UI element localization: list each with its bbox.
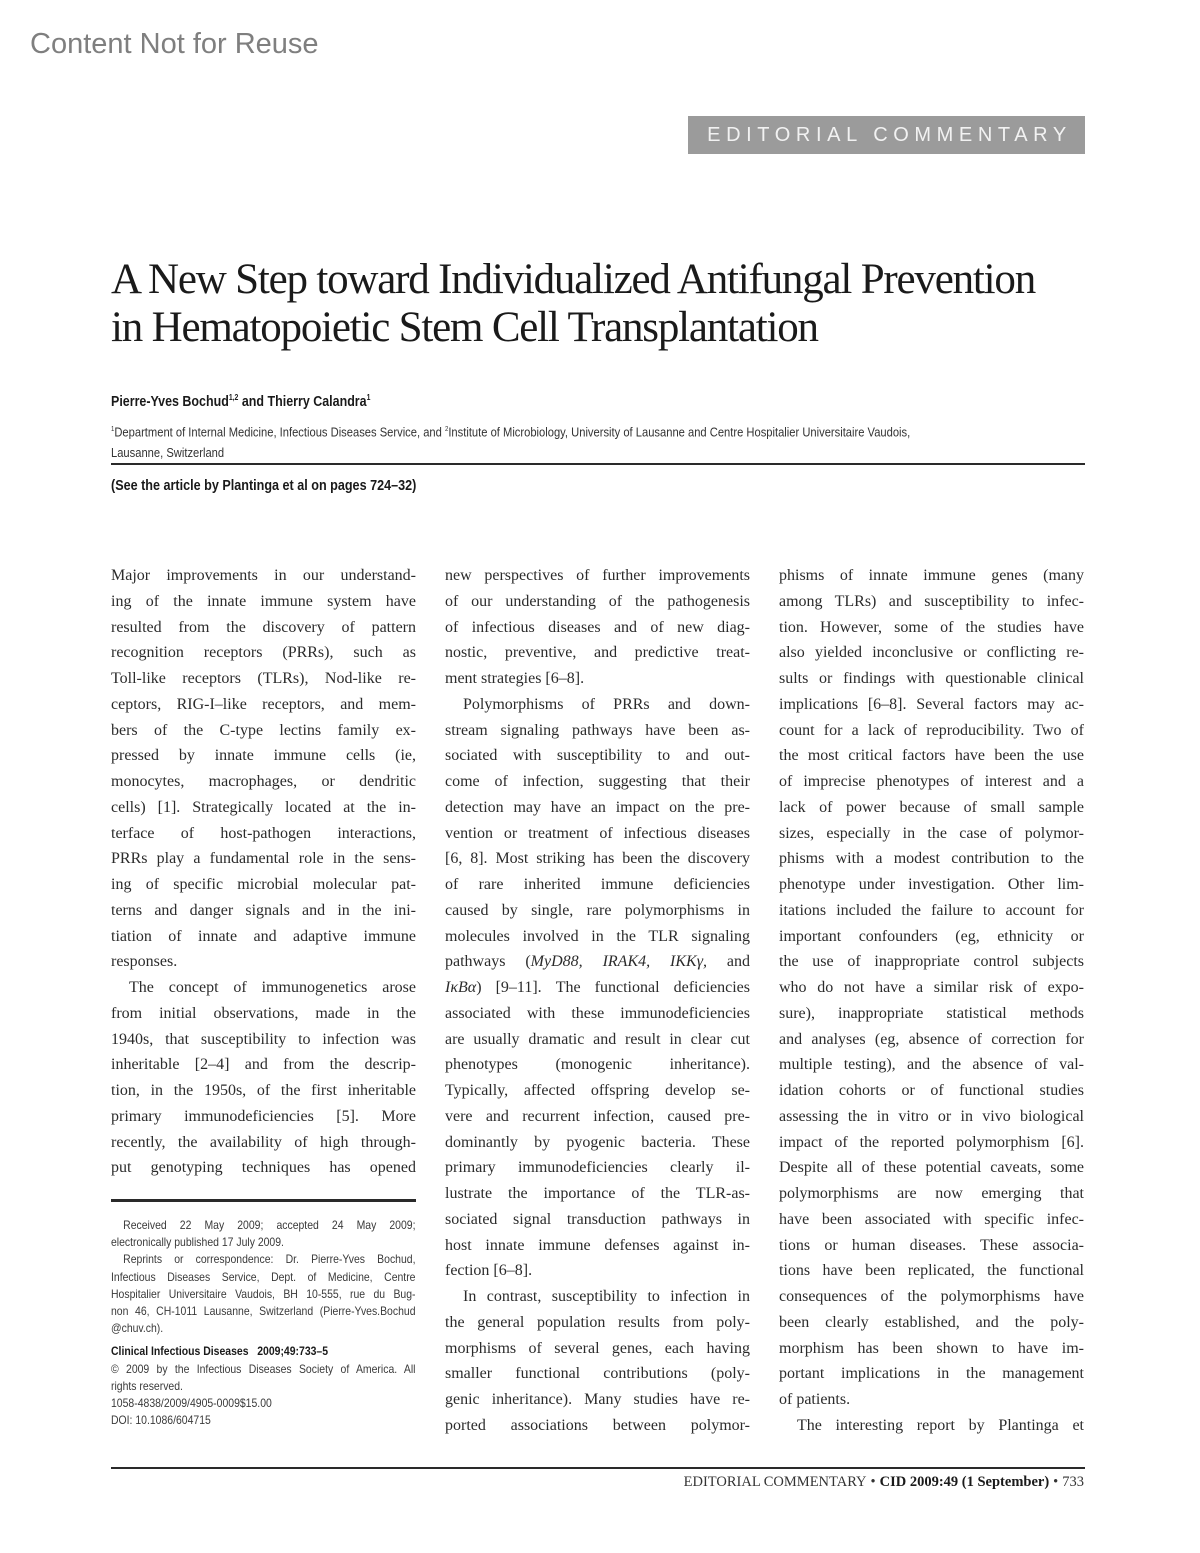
- text-line: stream signaling pathways have been as-: [445, 721, 750, 739]
- author-affiliation-sup: 1: [366, 393, 371, 402]
- footer-section: EDITORIAL COMMENTARY: [683, 1474, 867, 1490]
- text-line: idation cohorts or of functional studies: [779, 1082, 1084, 1099]
- text-line: sults or findings with questionable clinical: [779, 670, 1084, 687]
- text-fragment: and: [726, 953, 751, 971]
- author-name: Pierre-Yves Bochud: [111, 393, 229, 410]
- correspondence-line: Infectious Diseases Service, Dept. of Medicine, Centre: [111, 1269, 416, 1284]
- text-line: ment strategies [6–8].: [445, 670, 585, 687]
- gene-name: MyD88,: [530, 953, 583, 971]
- text-line: tions have been replicated, the functional: [779, 1262, 1084, 1280]
- gene-name: IKKγ,: [670, 953, 707, 971]
- text-line: caused by single, rare polymorphisms in: [445, 901, 750, 919]
- text-line: phenotype under investigation. Other lim-: [779, 876, 1084, 893]
- text-line: are usually dramatic and result in clear cut: [445, 1030, 750, 1048]
- journal-name: Clinical Infectious Diseases: [111, 1344, 249, 1359]
- text-line: consequences of the polymorphisms have: [779, 1288, 1084, 1305]
- text-line: dominantly by pyogenic bacteria. These: [445, 1133, 750, 1151]
- text-line: of infectious diseases and of new diag-: [445, 618, 750, 636]
- text-line: portant implications in the management: [779, 1365, 1084, 1383]
- copyright-line: rights reserved.: [111, 1378, 183, 1393]
- gene-name: IRAK4,: [602, 953, 651, 971]
- text-line: terns and danger signals and in the ini-: [111, 901, 416, 919]
- affiliation-line: Lausanne, Switzerland: [111, 445, 225, 461]
- text-line: sociated with susceptibility to and out-: [445, 747, 750, 765]
- text-line: assessing the in vitro or in vivo biological: [779, 1107, 1084, 1125]
- text-line: smaller functional contributions (poly-: [445, 1365, 750, 1383]
- running-footer: [684, 1474, 1084, 1491]
- text-line: been clearly established, and the poly-: [779, 1313, 1084, 1331]
- text-line: come of infection, suggesting that their: [445, 773, 750, 790]
- text-line: lack of power because of small sample: [779, 798, 1084, 816]
- text-line: lustrate the importance of the TLR-as-: [445, 1185, 750, 1202]
- journal-citation: [111, 1343, 416, 1360]
- text-line: monocytes, macrophages, or dendritic: [111, 773, 416, 790]
- text-line: primary immunodeficiencies [5]. More: [111, 1107, 416, 1125]
- correspondence-line: Reprints or correspondence: Dr. Pierre-Yves Bochud,: [123, 1252, 416, 1267]
- text-line: of our understanding of the pathogenesis: [445, 592, 750, 610]
- text-line: resulted from the discovery of pattern: [111, 618, 416, 636]
- text-line: recently, the availability of high through-: [111, 1133, 416, 1151]
- text-line: The concept of immunogenetics arose: [129, 979, 416, 996]
- text-line: [6, 8]. Most striking has been the discovery: [445, 850, 750, 868]
- text-line: the most critical factors have been the use: [779, 747, 1084, 765]
- text-line: ing of specific microbial molecular pat-: [111, 876, 416, 893]
- affiliations: [111, 419, 1066, 463]
- text-line: molecules involved in the TLR signaling: [445, 927, 750, 945]
- author-name: Thierry Calandra: [267, 393, 367, 410]
- text-line: vention or treatment of infectious diseases: [445, 824, 750, 842]
- text-line: terface of host-pathogen interactions,: [111, 824, 416, 842]
- text-line: Despite all of these potential caveats, some: [779, 1159, 1084, 1177]
- text-line: vere and recurrent infection, caused pre-: [445, 1107, 750, 1125]
- text-line: phenotypes (monogenic inheritance).: [445, 1056, 750, 1074]
- article-footnote: [111, 1217, 416, 1429]
- text-line: detection may have an impact on the pre-: [445, 798, 750, 816]
- bullet-separator: •: [1053, 1474, 1059, 1490]
- body-column-3: [779, 563, 1084, 1439]
- text-fragment: pathways (: [445, 953, 531, 971]
- text-line: recognition receptors (PRRs), such as: [111, 644, 416, 662]
- text-line: bers of the C-type lectins family ex-: [111, 721, 416, 739]
- footer-journal-issue: CID 2009:49 (1 September): [879, 1474, 1050, 1490]
- text-fragment: ) [9–11]. The functional deficiencies: [476, 979, 750, 996]
- text-line: associated with these immunodeficiencies: [445, 1004, 750, 1022]
- affiliation-sup: 1: [111, 426, 115, 433]
- text-line: host innate immune defenses against in-: [445, 1236, 750, 1254]
- text-line: Polymorphisms of PRRs and down-: [463, 695, 750, 713]
- text-line: nostic, preventive, and predictive treat-: [445, 644, 750, 662]
- section-banner: EDITORIAL COMMENTARY: [688, 116, 1085, 154]
- received-dates: Received 22 May 2009; accepted 24 May 2009;: [123, 1218, 416, 1232]
- text-line: ing of the innate immune system have: [111, 592, 416, 610]
- see-article-link[interactable]: (See the article by Plantinga et al on pages 724–32): [111, 477, 417, 494]
- text-line: the use of inappropriate control subjects: [779, 953, 1084, 971]
- affiliation-line: [111, 419, 1066, 442]
- text-line: sociated signal transduction pathways in: [445, 1210, 750, 1228]
- text-line: The interesting report by Plantinga et: [797, 1416, 1084, 1434]
- text-line: genic inheritance). Many studies have re-: [445, 1391, 750, 1408]
- text-line: tion. However, some of the studies have: [779, 618, 1084, 636]
- text-line: from initial observations, made in the: [111, 1004, 416, 1022]
- text-line: ceptors, RIG-I–like receptors, and mem-: [111, 695, 416, 713]
- text-line: responses.: [111, 953, 178, 971]
- text-line: have been associated with specific infec-: [779, 1210, 1084, 1228]
- article-title: [111, 256, 1091, 352]
- header-divider: [111, 463, 1085, 465]
- text-line: In contrast, susceptibility to infection in: [463, 1288, 750, 1305]
- title-line-2: in Hematopoietic Stem Cell Transplantation: [111, 304, 818, 351]
- page-number: 733: [1062, 1474, 1084, 1490]
- text-line: phisms of innate immune genes (many: [779, 567, 1084, 584]
- correspondence-email[interactable]: @chuv.ch).: [111, 1321, 164, 1336]
- published-date: electronically published 17 July 2009.: [111, 1235, 284, 1250]
- issn: 1058-4838/2009/4905-0009$15.00: [111, 1396, 272, 1411]
- body-column-2: [445, 563, 750, 1439]
- text-line: and analyses (eg, absence of correction for: [779, 1030, 1084, 1048]
- doi[interactable]: DOI: 10.1086/604715: [111, 1413, 211, 1428]
- text-line: impact of the reported polymorphism [6].: [779, 1133, 1084, 1151]
- text-line: of imprecise phenotypes of interest and a: [779, 773, 1084, 790]
- affiliation-sup: 2: [444, 426, 449, 433]
- author-list: [111, 393, 370, 410]
- footer-divider: [111, 1467, 1085, 1469]
- text-line: fection [6–8].: [445, 1262, 533, 1280]
- text-line: count for a lack of reproducibility. Two of: [779, 721, 1084, 739]
- text-line: primary immunodeficiencies clearly il-: [445, 1159, 750, 1177]
- journal-volume-pages: 2009;49:733–5: [257, 1344, 329, 1359]
- text-line: polymorphisms are now emerging that: [779, 1185, 1084, 1202]
- text-line: Toll-like receptors (TLRs), Nod-like re-: [111, 670, 416, 687]
- author-conjunction: and: [238, 393, 268, 410]
- text-line: who do not have a similar risk of expo-: [779, 979, 1084, 996]
- text-line-with-gene-names: [445, 975, 750, 1001]
- text-line: Typically, affected offspring develop se-: [445, 1082, 750, 1099]
- text-line: implications [6–8]. Several factors may ac-: [779, 695, 1084, 713]
- correspondence-line: non 46, CH-1011 Lausanne, Switzerland (Pierre-Yves.Bochud: [111, 1304, 416, 1319]
- text-line: sure), inappropriate statistical methods: [779, 1004, 1084, 1022]
- copyright-line: © 2009 by the Infectious Diseases Society of America. All: [111, 1361, 416, 1376]
- body-column-1: [111, 563, 416, 1181]
- text-line-with-gene-names: [445, 949, 750, 975]
- footnote-divider: [111, 1199, 416, 1202]
- bullet-separator: •: [870, 1474, 876, 1490]
- text-line: PRRs play a fundamental role in the sens-: [111, 850, 416, 868]
- text-line: of patients.: [779, 1391, 851, 1408]
- title-line-1: A New Step toward Individualized Antifungal Prevention: [111, 256, 1036, 303]
- watermark: Content Not for Reuse: [30, 28, 319, 60]
- text-line: cells) [1]. Strategically located at the in-: [111, 798, 416, 816]
- text-line: the general population results from poly-: [445, 1313, 750, 1331]
- author-affiliation-sup: 1,2: [228, 393, 239, 402]
- text-line: 1940s, that susceptibility to infection was: [111, 1030, 416, 1048]
- text-line: phisms with a modest contribution to the: [779, 850, 1084, 868]
- text-line: tions or human diseases. These associa-: [779, 1236, 1084, 1254]
- text-line: among TLRs) and susceptibility to infec-: [779, 592, 1084, 610]
- affiliation-text: Institute of Microbiology, University of Lausanne and Centre Hospitalier Universitaire Vaudois,: [448, 424, 911, 440]
- text-line: important confounders (eg, ethnicity or: [779, 927, 1084, 945]
- text-line: tion, in the 1950s, of the first inheritable: [111, 1082, 416, 1099]
- text-line: ported associations between polymor-: [445, 1416, 750, 1434]
- affiliation-text: Department of Internal Medicine, Infectious Diseases Service, and: [114, 424, 445, 440]
- text-line: sizes, especially in the case of polymor-: [779, 824, 1084, 842]
- text-line: pressed by innate immune cells (ie,: [111, 747, 416, 765]
- text-line: inheritable [2–4] and from the descrip-: [111, 1056, 416, 1074]
- text-line: morphism has been shown to have im-: [779, 1339, 1084, 1357]
- text-line: new perspectives of further improvements: [445, 567, 750, 584]
- text-line: morphisms of several genes, each having: [445, 1339, 750, 1357]
- text-line: itations included the failure to account for: [779, 901, 1084, 919]
- text-line: Major improvements in our understand-: [111, 567, 416, 584]
- gene-name: IκBα: [445, 979, 477, 996]
- text-line: tiation of innate and adaptive immune: [111, 927, 416, 945]
- correspondence-line: Hospitalier Universitaire Vaudois, BH 10-555, rue du Bug-: [111, 1286, 416, 1301]
- text-line: of rare inherited immune deficiencies: [445, 876, 750, 893]
- text-line: put genotyping techniques has opened: [111, 1159, 416, 1177]
- text-line: also yielded inconclusive or conflicting re-: [779, 644, 1084, 662]
- text-line: multiple testing), and the absence of val-: [779, 1056, 1084, 1074]
